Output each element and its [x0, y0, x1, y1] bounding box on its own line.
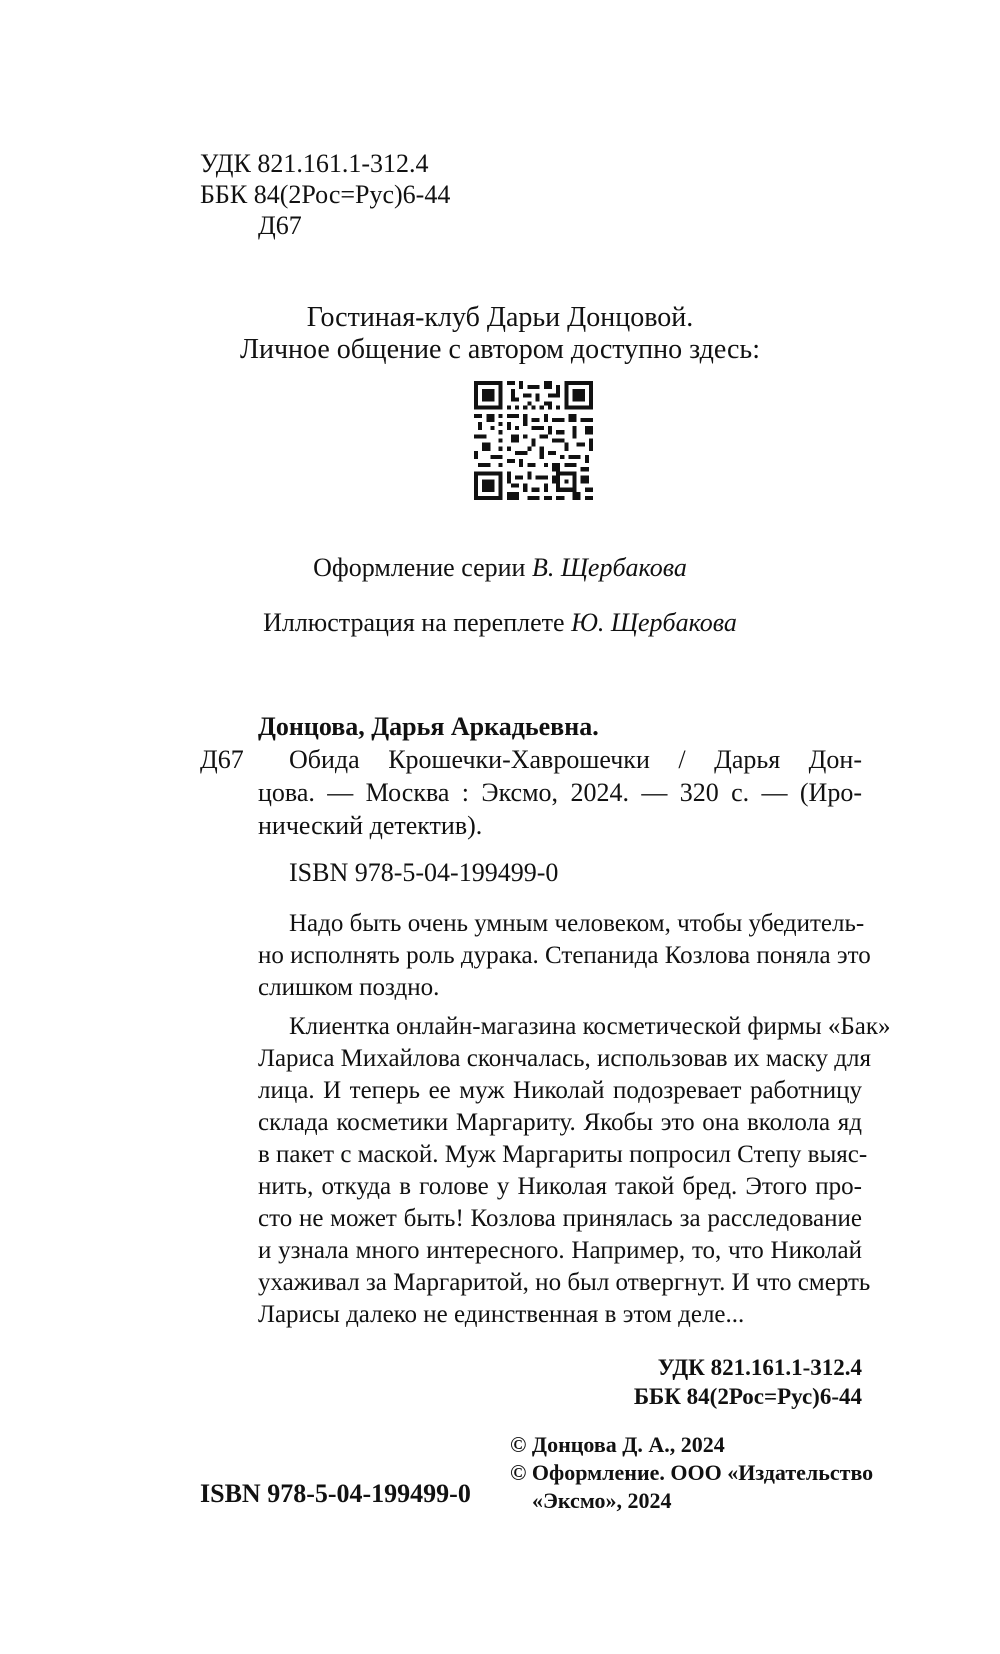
bbk-header: ББК 84(2Рос=Рус)6-44 — [200, 180, 451, 209]
bbk-footer: ББК 84(2Рос=Рус)6-44 — [633, 1384, 862, 1409]
udk-footer: УДК 821.161.1-312.4 — [657, 1355, 862, 1380]
catalog-desc-line: цова. — Москва : Эксмо, 2024. — 320 с. — (Иро- — [258, 778, 862, 807]
author-code-header: Д67 — [258, 211, 302, 240]
series-design-credit — [0, 551, 1000, 584]
cover-illustration-label: Иллюстрация на переплете — [263, 608, 565, 637]
copyright-design: © Оформление. ООО «Издательство — [510, 1460, 874, 1485]
club-title: Гостиная-клуб Дарьи Донцовой. — [306, 302, 694, 333]
copyright-publisher: «Эксмо», 2024 — [532, 1488, 672, 1513]
catalog-desc-line: нический детектив). — [258, 811, 483, 840]
annotation-line: сто не может быть! Козлова принялась за расследование — [258, 1205, 862, 1232]
annotation-line: Ларисы далеко не единственная в этом деле... — [258, 1301, 745, 1328]
cover-illustrator-name: Ю. Щербакова — [571, 608, 737, 637]
club-subtitle: Личное общение с автором доступно здесь: — [240, 334, 760, 365]
annotation-line: Надо быть очень умным человеком, чтобы убедитель- — [289, 910, 865, 937]
catalog-code: Д67 — [200, 745, 244, 774]
annotation-line: склада косметики Маргариту. Якобы это она вколола яд — [258, 1109, 862, 1136]
qr-code-icon[interactable] — [474, 381, 593, 500]
annotation-line: лица. И теперь ее муж Николай подозревает работницу — [258, 1077, 862, 1104]
annotation-line: в пакет с маской. Муж Маргариты попросил Степу выяс- — [258, 1141, 868, 1168]
annotation-line: Лариса Михайлова скончалась, использовав их маску для — [258, 1045, 872, 1072]
series-designer-name: В. Щербакова — [531, 553, 687, 582]
udk-header: УДК 821.161.1-312.4 — [200, 149, 429, 178]
annotation-line: и узнала много интересного. Например, то, что Николай — [258, 1237, 862, 1264]
annotation-line: нить, откуда в голове у Николая такой бред. Этого про- — [258, 1173, 862, 1200]
cover-illustration-credit — [0, 606, 1000, 639]
catalog-isbn: ISBN 978-5-04-199499-0 — [289, 858, 559, 887]
annotation-line: слишком поздно. — [258, 974, 440, 1001]
catalog-author: Донцова, Дарья Аркадьевна. — [258, 712, 599, 741]
annotation-line: ухаживал за Маргаритой, но был отвергнут. И что смерть — [258, 1269, 871, 1296]
isbn-footer: ISBN 978-5-04-199499-0 — [200, 1479, 471, 1508]
copyright-author: © Донцова Д. А., 2024 — [510, 1432, 725, 1457]
catalog-desc-line: Обида Крошечки-Хаврошечки / Дарья Дон- — [289, 745, 862, 774]
series-design-label: Оформление серии — [313, 553, 526, 582]
annotation-line: Клиентка онлайн-магазина косметической фирмы «Бак» — [289, 1013, 891, 1040]
annotation-line: но исполнять роль дурака. Степанида Козлова поняла это — [258, 942, 871, 969]
